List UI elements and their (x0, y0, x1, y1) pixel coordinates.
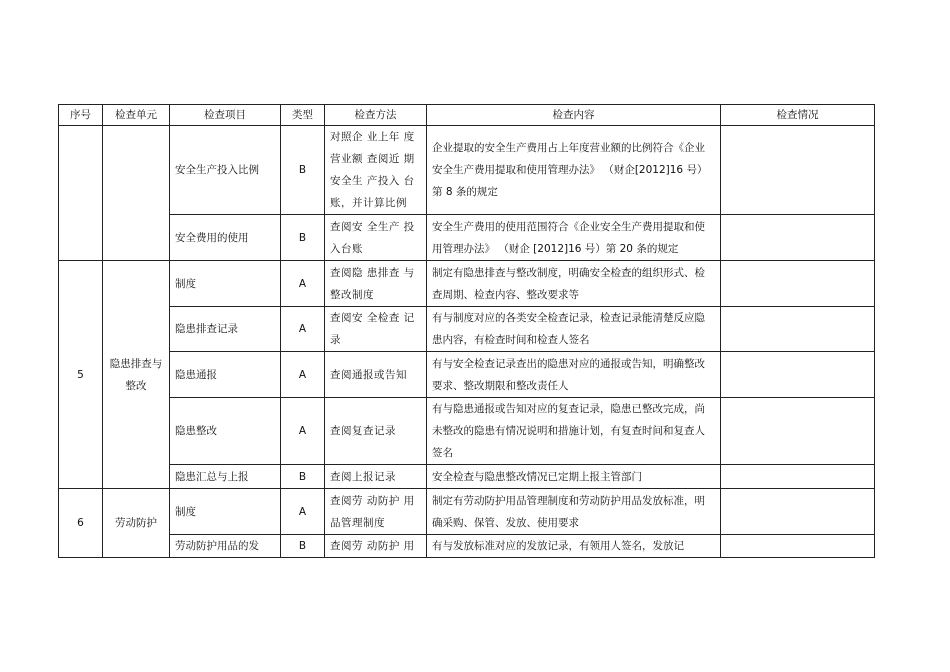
method-cell: 查阅安 全生产 投入台账 (325, 215, 427, 261)
content-cell: 有与制度对应的各类安全检查记录，检查记录能清楚反应隐患内容，有检查时间和检查人签名 (427, 307, 721, 352)
status-cell[interactable] (721, 126, 875, 215)
type-cell: B (281, 535, 325, 558)
item-cell: 劳动防护用品的发 (170, 535, 281, 558)
status-cell[interactable] (721, 489, 875, 535)
section-number-cell: 5 (59, 261, 103, 489)
item-cell: 安全生产投入比例 (170, 126, 281, 215)
method-cell: 查阅劳 动防护 用品管理制度 (325, 489, 427, 535)
table-row (59, 398, 875, 465)
method-cell: 查阅隐 患排查 与整改制度 (325, 261, 427, 307)
inspection-table (58, 104, 875, 558)
status-cell[interactable] (721, 215, 875, 261)
table-row (59, 215, 875, 261)
type-cell: A (281, 261, 325, 307)
method-cell: 查阅上报记录 (325, 465, 427, 489)
table-row (59, 465, 875, 489)
content-cell: 制定有隐患排查与整改制度，明确安全检查的组织形式、检查周期、检查内容、整改要求等 (427, 261, 721, 307)
method-cell: 查阅劳 动防护 用 (325, 535, 427, 558)
type-cell: A (281, 489, 325, 535)
type-cell: A (281, 398, 325, 465)
item-cell: 隐患排查记录 (170, 307, 281, 352)
table-row (59, 307, 875, 352)
table-row (59, 489, 875, 535)
content-cell: 有与安全检查记录查出的隐患对应的通报或告知，明确整改要求、整改期限和整改责任人 (427, 352, 721, 398)
method-cell: 查阅通报或告知 (325, 352, 427, 398)
item-cell: 隐患汇总与上报 (170, 465, 281, 489)
item-cell: 制度 (170, 489, 281, 535)
table-row (59, 126, 875, 215)
method-cell: 查阅复查记录 (325, 398, 427, 465)
status-cell[interactable] (721, 307, 875, 352)
item-cell: 隐患通报 (170, 352, 281, 398)
status-cell[interactable] (721, 352, 875, 398)
status-cell[interactable] (721, 465, 875, 489)
status-cell[interactable] (721, 398, 875, 465)
col-header-item: 检查项目 (170, 105, 281, 126)
col-header-type: 类型 (281, 105, 325, 126)
content-cell: 制定有劳动防护用品管理制度和劳动防护用品发放标准，明确采购、保管、发放、使用要求 (427, 489, 721, 535)
type-cell: A (281, 352, 325, 398)
col-header-content: 检查内容 (427, 105, 721, 126)
col-header-status: 检查情况 (721, 105, 875, 126)
type-cell: A (281, 307, 325, 352)
method-cell: 查阅安 全检查 记录 (325, 307, 427, 352)
type-cell: B (281, 465, 325, 489)
item-cell: 隐患整改 (170, 398, 281, 465)
type-cell: B (281, 126, 325, 215)
section-unit-cell (103, 126, 170, 261)
content-cell: 安全生产费用的使用范围符合《企业安全生产费用提取和使用管理办法》 （财企 [2012]16 号）第 20 条的规定 (427, 215, 721, 261)
table-row (59, 535, 875, 558)
status-cell[interactable] (721, 261, 875, 307)
content-cell: 有与发放标准对应的发放记录，有领用人签名，发放记 (427, 535, 721, 558)
table-row (59, 352, 875, 398)
item-cell: 制度 (170, 261, 281, 307)
col-header-unit: 检查单元 (103, 105, 170, 126)
header-row (59, 105, 875, 126)
type-cell: B (281, 215, 325, 261)
table-row (59, 261, 875, 307)
item-cell: 安全费用的使用 (170, 215, 281, 261)
col-header-no: 序号 (59, 105, 103, 126)
section-unit-cell: 隐患排查与整改 (103, 261, 170, 489)
method-cell: 对照企 业上年 度营业额 查阅近 期安全生 产投入 台账，并计算比例 (325, 126, 427, 215)
content-cell: 安全检查与隐患整改情况已定期上报主管部门 (427, 465, 721, 489)
section-unit-cell: 劳动防护 (103, 489, 170, 558)
section-number-cell: 6 (59, 489, 103, 558)
content-cell: 企业提取的安全生产费用占上年度营业额的比例符合《企业安全生产费用提取和使用管理办法》 （财企[2012]16 号）第 8 条的规定 (427, 126, 721, 215)
status-cell[interactable] (721, 535, 875, 558)
content-cell: 有与隐患通报或告知对应的复查记录，隐患已整改完成，尚未整改的隐患有情况说明和措施计划，有复查时间和复查人签名 (427, 398, 721, 465)
section-number-cell (59, 126, 103, 261)
col-header-method: 检查方法 (325, 105, 427, 126)
